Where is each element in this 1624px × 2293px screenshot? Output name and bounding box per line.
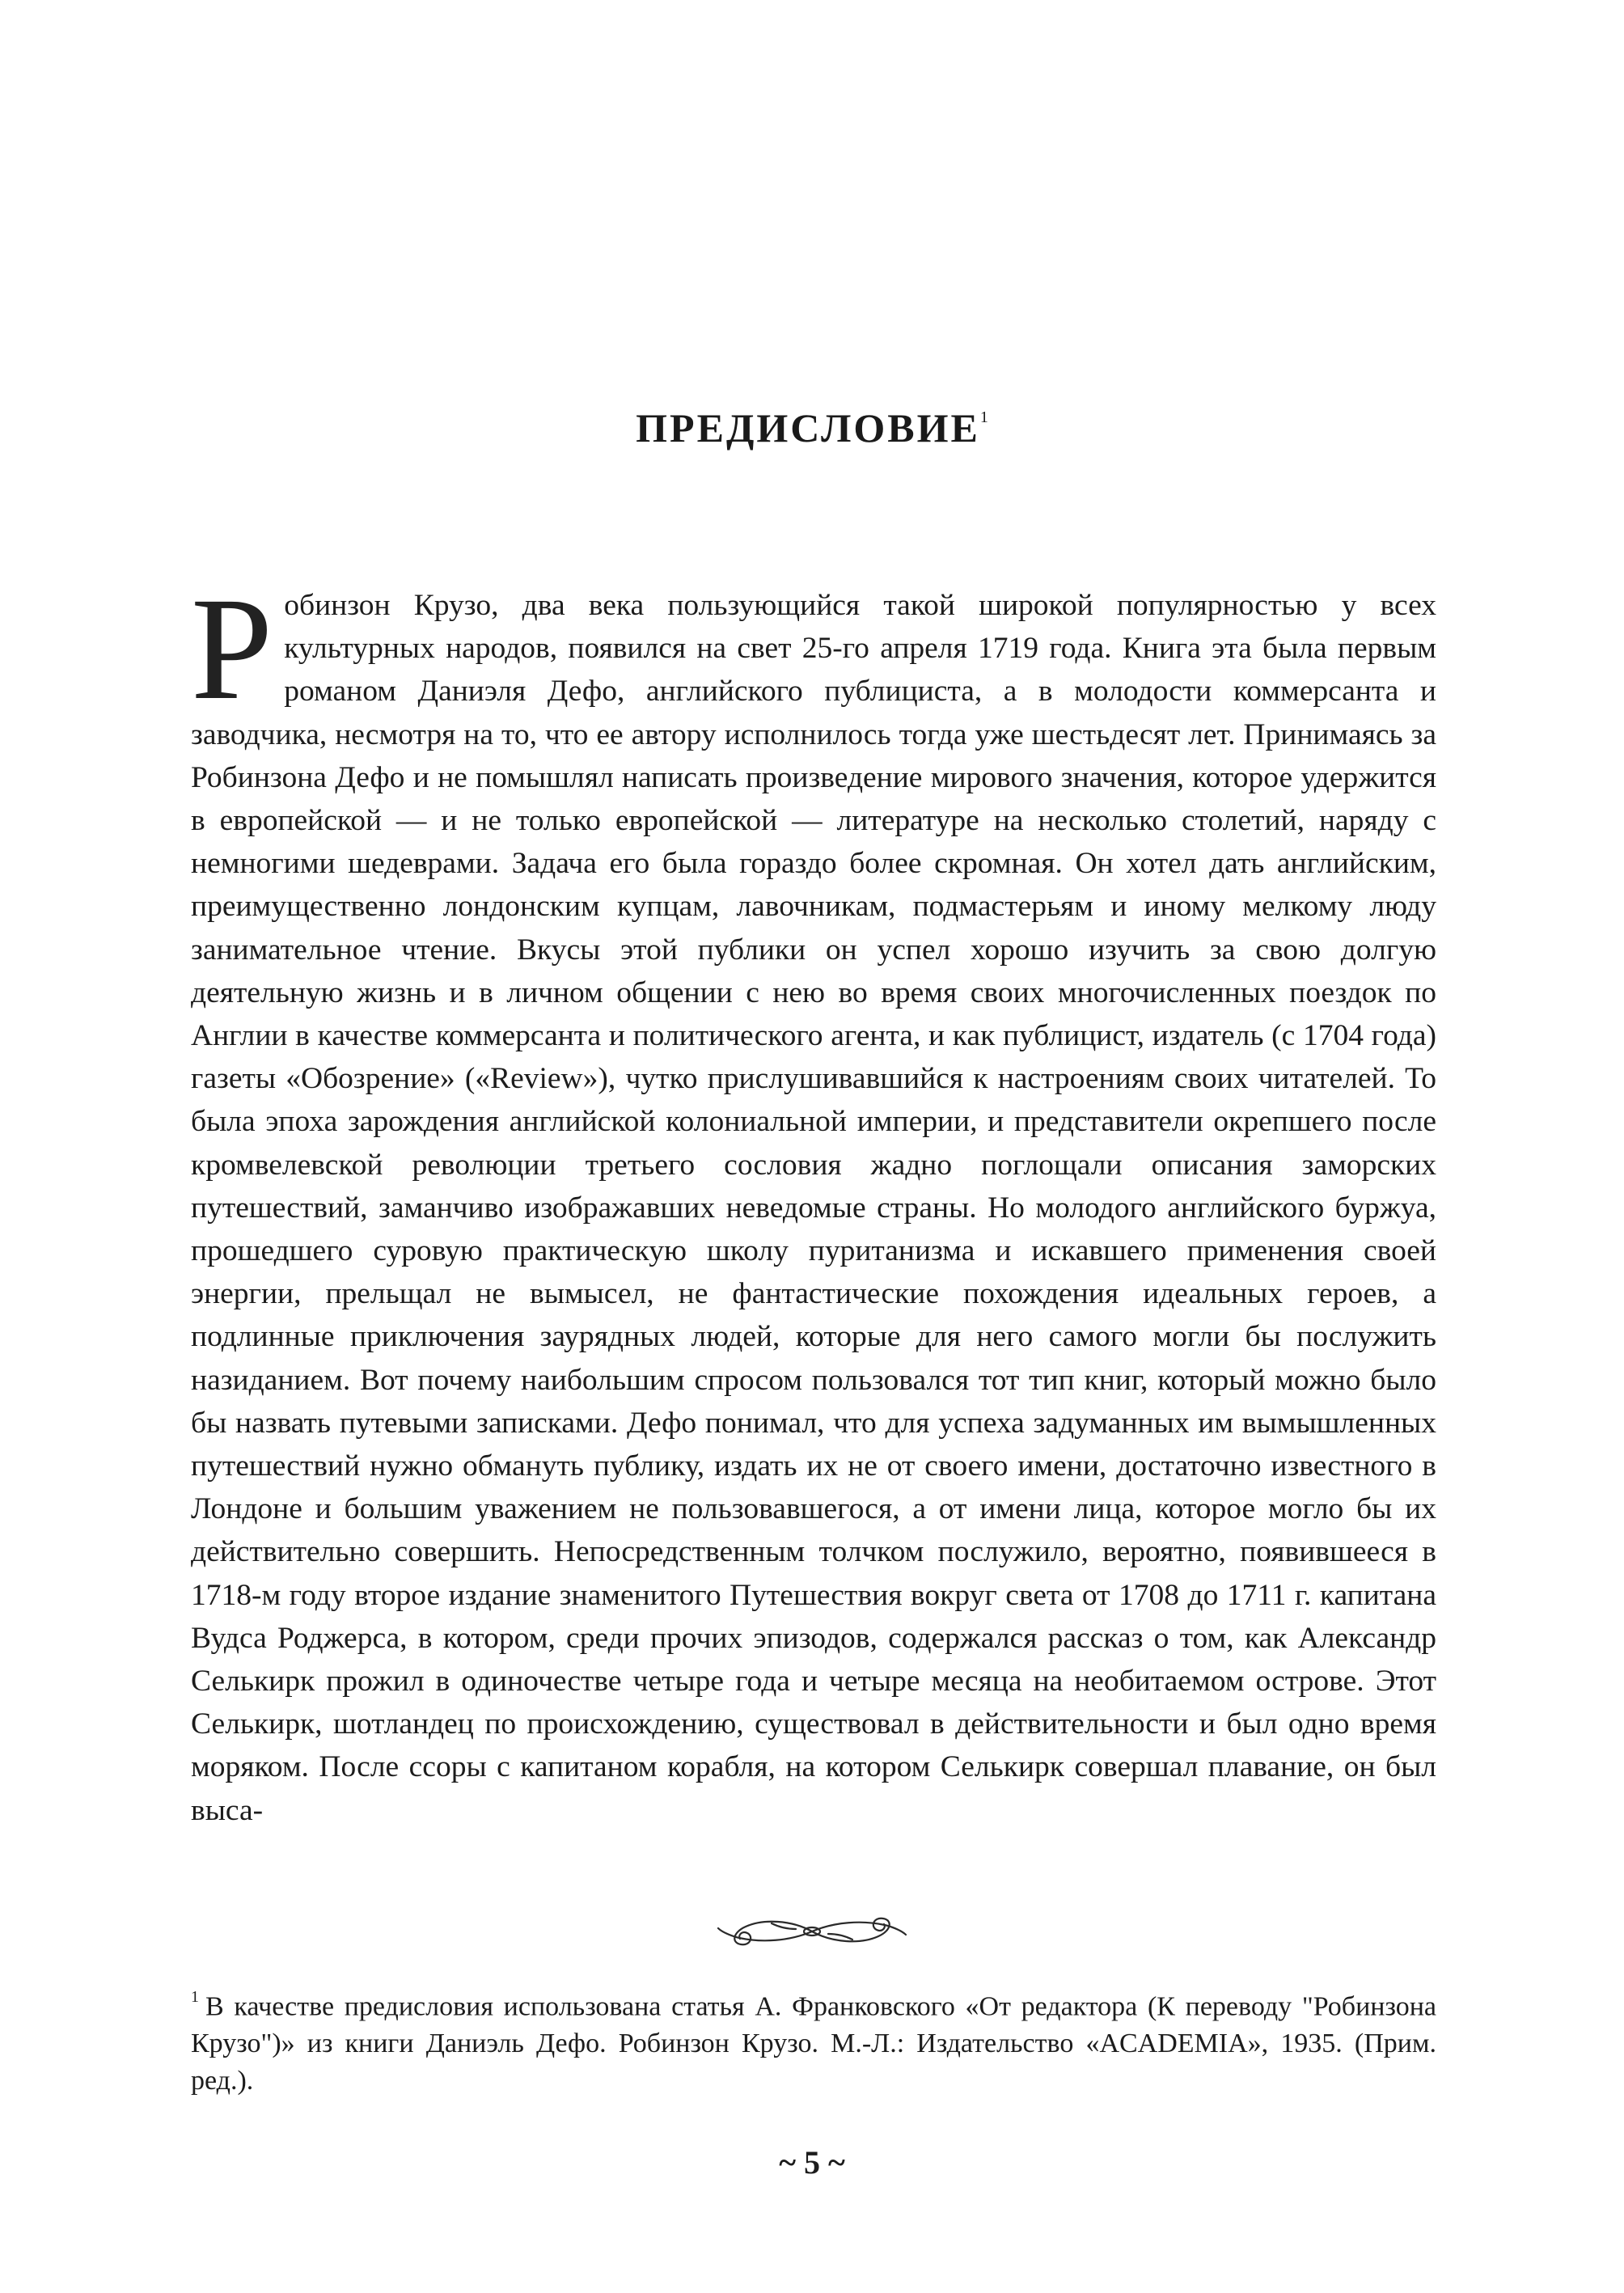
body-paragraph [191,568,1436,1862]
body-paragraph-text: обинзон Крузо, два века пользующийся такой широкой популярностью у всех культурных народов, появился на свет 25-го апреля 1719 года. Книга эта была первым романом Даниэля Дефо, английского публициста, а в молодости коммерсанта и заводчика, несмотря на то, что ее автору исполнилось тогда уже шестьдесят лет. Принимаясь за Робинзона Дефо и не помышлял написать произведение мирового значения, которое удержится в европейской — и не только европейской — литературе на несколько столетий, наряду с немногими шедеврами. Задача его была гораздо более скромная. Он хотел дать английским, преимущественно лондонским купцам, лавочникам, подмастерьям и иному мелкому люду занимательное чтение. Вкусы этой публики он успел хорошо изучить за свою долгую деятельную жизнь и в личном общении с нею во время своих многочисленных поездок по Англии в качестве коммерсанта и политического агента, и как публицист, издатель (с 1704 года) газеты «Обозрение» («Review»), чутко прислушивавшийся к настроениям своих читателей. То была эпоха зарождения английской колониальной империи, и представители окрепшего после кромвелевской революции третьего сословия жадно поглощали описания заморских путешествий, заманчиво изображавших неведомые страны. Но молодого английского буржуа, прошедшего суровую практическую школу пуританизма и искавшего применения своей энергии, прельщал не вымысел, не фантастические похождения идеальных героев, а подлинные приключения заурядных людей, которые для него самого могли бы послужить назиданием. Вот почему наибольшим спросом пользовался тот тип книг, который можно было бы назвать путевыми записками. Дефо понимал, что для успеха задуманных им вымышленных путешествий нужно обмануть публику, издать их не от своего имени, достаточно известного в Лондоне и большим уважением не пользовавшегося, а от имени лица, которое могло бы их действительно совершить. Непосредственным толчком послужило, вероятно, появившееся в 1718-м году второе издание знаменитого Путешествия вокруг света от 1708 до 1711 г. капитана Вудса Роджерса, в котором, среди прочих эпизодов, содержался рассказ о том, как Александр Селькирк прожил в одиночестве четыре года и четыре месяца на необитаемом острове. Этот Селькирк, шотландец по происхождению, существовал в действительности и был одно время моряком. После ссоры с капитаном корабля, на котором Селькирк совершал плавание, он был выса- [191,589,1436,1827]
footnote [191,1982,1436,2100]
chapter-title-text: ПРЕДИСЛОВИЕ [636,405,980,451]
chapter-title [0,404,1624,451]
footnote-reference[interactable]: 1 [979,408,988,427]
footnote-text: В качестве предисловия использована статья А. Франковского «От редактора (К переводу "Робинзона Крузо")» из книги Даниэль Дефо. Робинзон Крузо. М.-Л.: Издательство «ACADEMIA», 1935. (Прим. ред.). [191,1991,1436,2096]
page-number: ~ 5 ~ [779,2144,845,2181]
footnote-marker: 1 [191,1988,199,2006]
drop-cap: Р [191,568,273,730]
flourish-ornament-icon [715,1902,909,1959]
